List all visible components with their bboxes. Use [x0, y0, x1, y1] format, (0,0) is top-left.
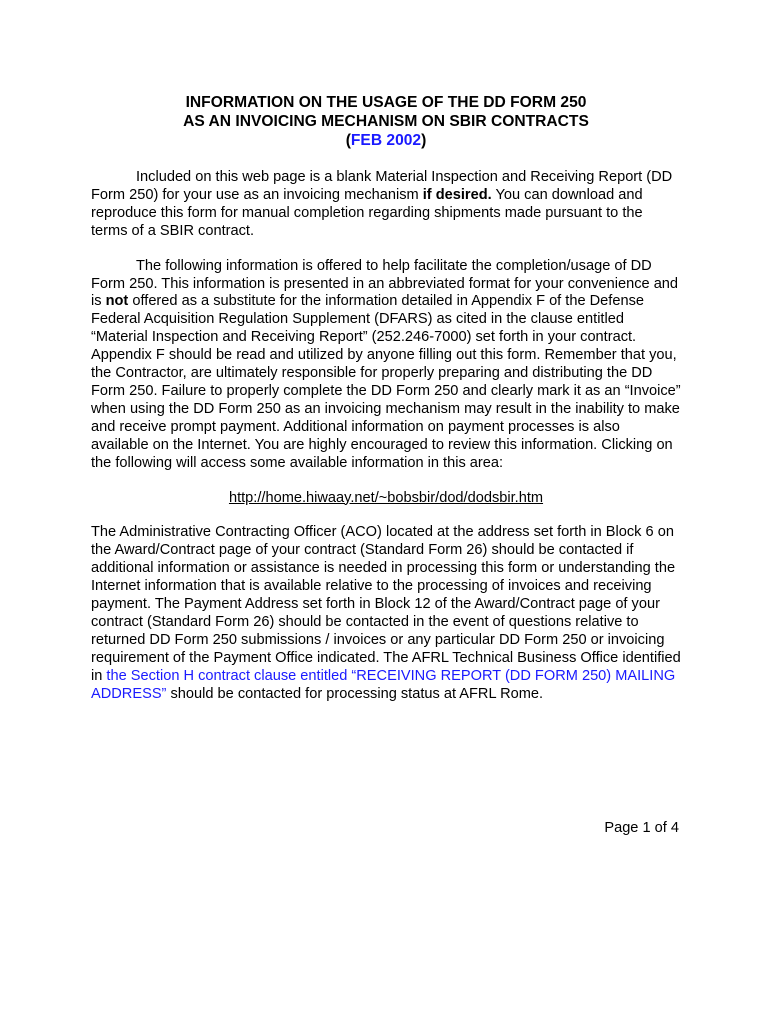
contact-text-a: The Administrative Contracting Officer (ACO) located at the address set forth in Block 6 on the Award/Contract page of your contract (Standard Form 26) should be contacted if additional information or assistance is needed in processing this form or understanding the Internet information that is available relative to the processing of invoices and receiving payment. The Payment Address set forth in Block 12 of the Award/Contract page of your contract (Standard Form 26) should be contacted in the event of questions relative to returned DD Form 250 submissions / invoices or any particular DD Form 250 or invoicing requirement of the Payment Office indicated. The AFRL Technical Business Office identified in [91, 524, 681, 684]
dodsbir-link[interactable]: http://home.hiwaay.net/~bobsbir/dod/dodsbir.htm [228, 489, 544, 506]
intro-bold-text: if desired. [422, 186, 492, 203]
info-paragraph [91, 258, 681, 473]
title-line-2: AS AN INVOICING MECHANISM ON SBIR CONTRACTS [183, 113, 589, 130]
info-text-a: The following information is offered to help facilitate the completion/usage of DD Form 250. This information is presented in an abbreviated format for your convenience and is [91, 257, 679, 310]
title-date-open: ( [345, 132, 351, 149]
info-bold-text: not [105, 293, 129, 310]
link-paragraph [91, 490, 681, 508]
info-text-b: offered as a substitute for the information detailed in Appendix F of the Defense Federal Acquisition Regulation Supplement (DFARS) as cited in the clause entitled “Material Inspection and Receiving Report” (252.246-7000) set forth in your contract. Appendix F should be read and utilized by anyone filling out this form. Remember that you, the Contractor, are ultimately responsible for properly preparing and distributing the DD Form 250. Failure to properly complete the DD Form 250 and clearly mark it as an “Invoice” when using the DD Form 250 as an invoicing mechanism may result in the inability to make and receive prompt payment. Additional information on payment processes is also available on the Internet. You are highly encouraged to review this information. Clicking on the following will access some available information in this area: [91, 293, 681, 471]
title-line-1: INFORMATION ON THE USAGE OF THE DD FORM 250 [185, 94, 587, 111]
document-title [91, 93, 681, 150]
page-number: Page 1 of 4 [604, 820, 679, 836]
title-date-close: ) [421, 132, 427, 149]
intro-paragraph [91, 169, 681, 241]
intro-text-b: You can download and reproduce this form for manual completion regarding shipments made pursuant to the terms of a SBIR contract. [91, 186, 643, 239]
section-h-clause-reference: the Section H contract clause entitled “RECEIVING REPORT (DD FORM 250) MAILING ADDRESS” [91, 667, 676, 702]
document-page [91, 93, 681, 703]
contact-text-b: should be contacted for processing status at AFRL Rome. [166, 685, 544, 702]
intro-text-a: Included on this web page is a blank Material Inspection and Receiving Report (DD Form 250) for your use as an invoicing mechanism [91, 169, 673, 203]
title-date: FEB 2002 [350, 132, 422, 149]
contact-paragraph [91, 524, 681, 703]
